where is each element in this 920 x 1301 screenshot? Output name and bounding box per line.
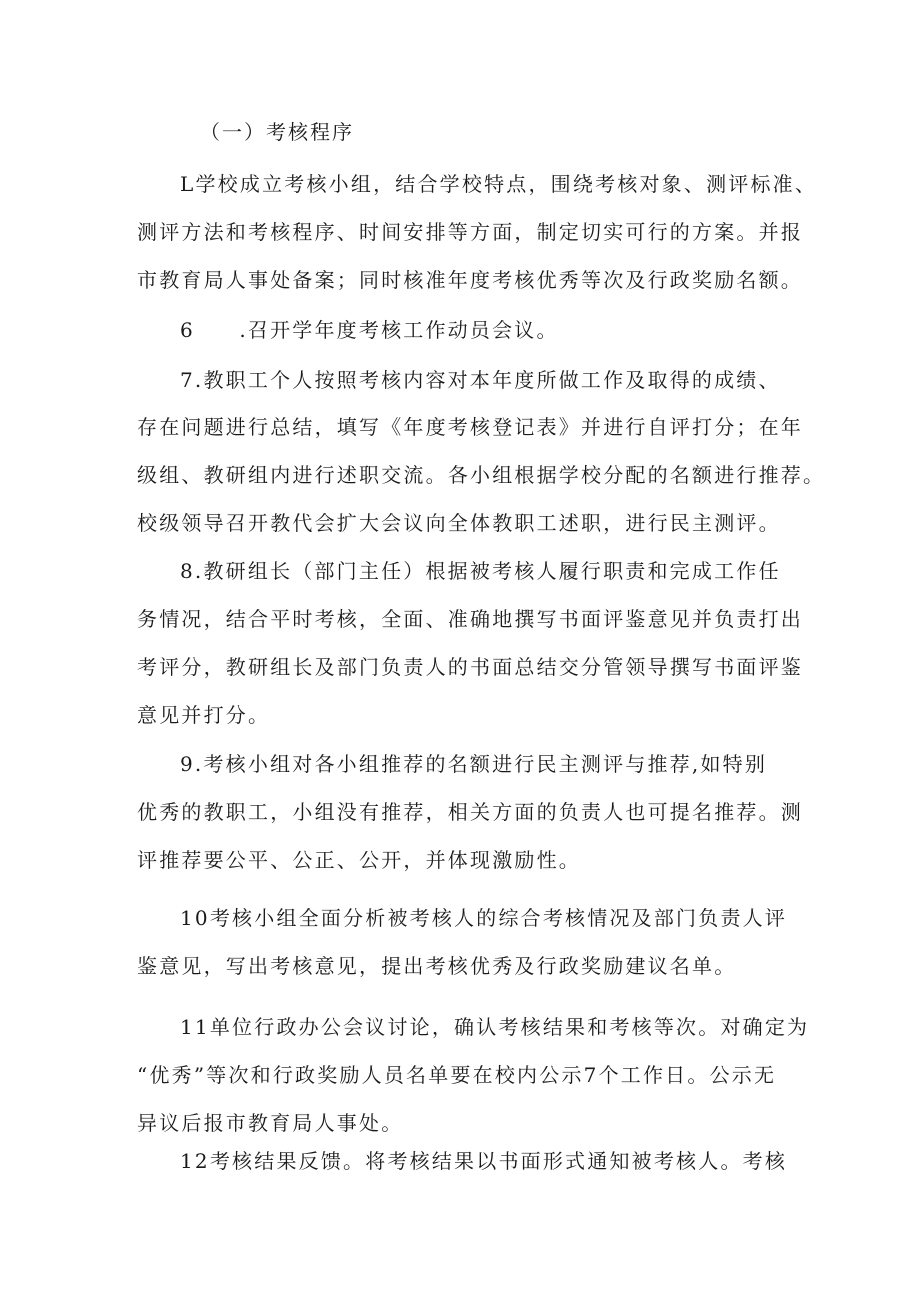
- paragraph-line: 评推荐要公平、公正、公开，并体现激励性。: [137, 848, 581, 872]
- paragraph-line: 级组、教研组内进行述职交流。各小组根据学校分配的名额进行推荐。: [137, 463, 826, 487]
- paragraph-line: 市教育局人事处备案；同时核准年度考核优秀等次及行政奖励名额。: [137, 268, 803, 292]
- paragraph-line: L学校成立考核小组，结合学校特点，围绕考核对象、测评标准、: [180, 172, 818, 196]
- section-heading: （一）考核程序: [200, 120, 354, 144]
- paragraph-line: 8.教研组长（部门主任）根据被考核人履行职责和完成工作任: [180, 559, 781, 583]
- paragraph-line: 存在问题进行总结，填写《年度考核登记表》并进行自评打分；在年: [137, 415, 803, 439]
- paragraph-line: 鉴意见，写出考核意见，提出考核优秀及行政奖励建议名单。: [137, 954, 737, 978]
- paragraph-line: 测评方法和考核程序、时间安排等方面，制定切实可行的方案。并报: [137, 220, 803, 244]
- paragraph-line: 优秀的教职工，小组没有推荐，相关方面的负责人也可提名推荐。测: [137, 800, 803, 824]
- paragraph-line: 校级领导召开教代会扩大会议向全体教职工述职，进行民主测评。: [137, 511, 781, 535]
- paragraph-line: 9.考核小组对各小组推荐的名额进行民主测评与推荐,如特别: [180, 752, 768, 776]
- paragraph-line: 异议后报市教育局人事处。: [137, 1111, 404, 1135]
- paragraph-line: 考评分，教研组长及部门负责人的书面总结交分管领导撰写书面评鉴: [137, 655, 803, 679]
- paragraph-line: “优秀”等次和行政奖励人员名单要在校内公示7个工作日。公示无: [137, 1063, 777, 1087]
- paragraph-line: 6 .召开学年度考核工作动员会议。: [180, 318, 559, 342]
- paragraph-line: 11单位行政办公会议讨论，确认考核结果和考核等次。对确定为: [180, 1015, 810, 1039]
- paragraph-line: 务情况，结合平时考核，全面、准确地撰写书面评鉴意见并负责打出: [137, 607, 803, 631]
- paragraph-line: 7.教职工个人按照考核内容对本年度所做工作及取得的成绩、: [180, 368, 781, 392]
- paragraph-line: 12考核结果反馈。将考核结果以书面形式通知被考核人。考核: [180, 1149, 788, 1173]
- paragraph-line: 10考核小组全面分析被考核人的综合考核情况及部门负责人评: [180, 906, 788, 930]
- paragraph-line: 意见并打分。: [137, 703, 271, 727]
